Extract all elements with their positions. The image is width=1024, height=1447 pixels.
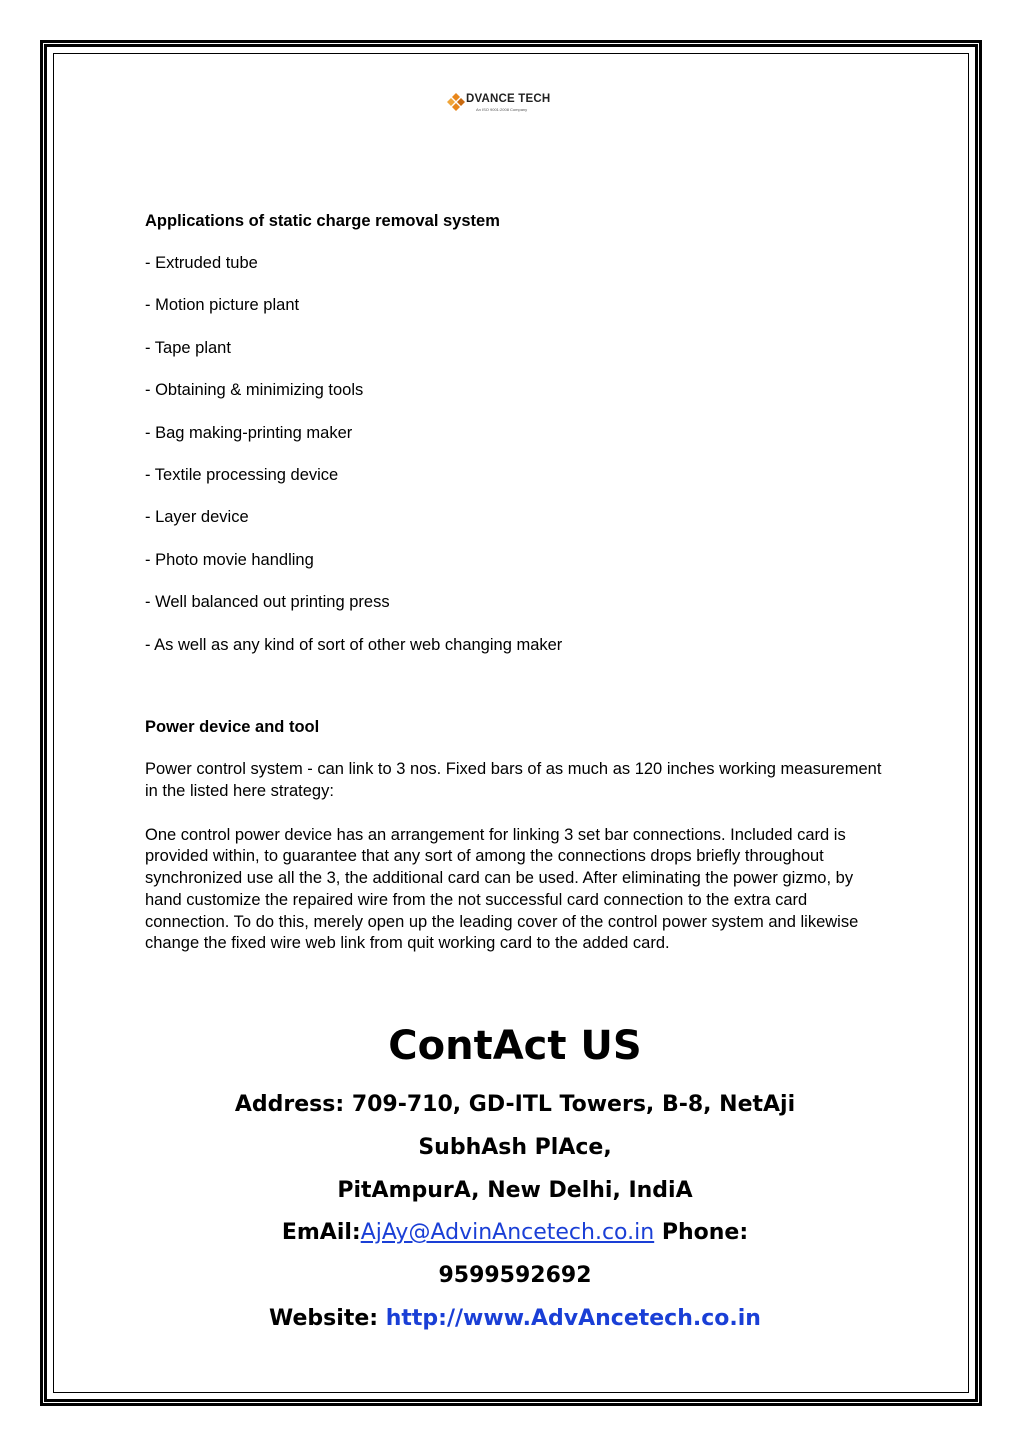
email-link[interactable]: AjAy@AdvinAncetech.co.in bbox=[360, 1220, 655, 1245]
logo-text: DVANCE TECH bbox=[466, 93, 551, 105]
power-paragraph-1: Power control system - can link to 3 nos. Fixed bars of as much as 120 inches working measurement in the listed here strategy: bbox=[145, 759, 882, 800]
power-paragraph-2: One control power device has an arrangement for linking 3 set bar connections. Included card is provided within, to guarantee that any sort of among the connections drops briefly throughout synchronized use all the 3, the additional card can be used. After eliminating the power gizmo, by hand customize the repaired wire from the not successful card connection to the extra card connection. To do this, merely open up the leading cover of the control power system and likewise change the fixed wire web link from quit working card to the added card. bbox=[145, 825, 859, 953]
email-label: EmAil: bbox=[281, 1220, 361, 1245]
company-logo bbox=[446, 90, 570, 118]
power-device-heading: Power device and tool bbox=[145, 717, 320, 736]
address-line-2: SubhAsh PlAce, bbox=[418, 1135, 612, 1160]
list-item: - As well as any kind of sort of other web changing maker bbox=[145, 635, 563, 654]
list-item: - Obtaining & minimizing tools bbox=[145, 381, 364, 400]
logo-diamond-icon bbox=[446, 92, 466, 112]
logo-subtext: An ISO 9001:2008 Company bbox=[476, 107, 528, 112]
list-item: - Layer device bbox=[145, 508, 249, 527]
list-item: - Photo movie handling bbox=[145, 550, 314, 569]
website-line bbox=[145, 1305, 885, 1333]
phone-label: Phone: bbox=[661, 1220, 749, 1245]
phone-number: 9599592692 bbox=[438, 1263, 592, 1288]
list-item: - Textile processing device bbox=[145, 465, 339, 484]
applications-heading: Applications of static charge removal system bbox=[145, 212, 500, 230]
address-line-3: PitAmpurA, New Delhi, IndiA bbox=[337, 1178, 693, 1203]
list-item: - Tape plant bbox=[145, 338, 231, 357]
email-phone-line bbox=[145, 1219, 885, 1247]
list-item: - Motion picture plant bbox=[145, 296, 300, 315]
section-spacer bbox=[145, 677, 885, 717]
website-link[interactable]: http://www.AdvAncetech.co.in bbox=[385, 1306, 761, 1331]
list-item: - Extruded tube bbox=[145, 254, 258, 272]
website-label: Website: bbox=[269, 1306, 379, 1331]
address-line-1: Address: 709-710, GD-ITL Towers, B-8, NetAji bbox=[234, 1092, 796, 1117]
document-body bbox=[145, 211, 885, 977]
contact-title: ContAct US bbox=[388, 1023, 642, 1069]
list-item: - Well balanced out printing press bbox=[145, 593, 390, 612]
list-item: - Bag making-printing maker bbox=[145, 423, 353, 442]
